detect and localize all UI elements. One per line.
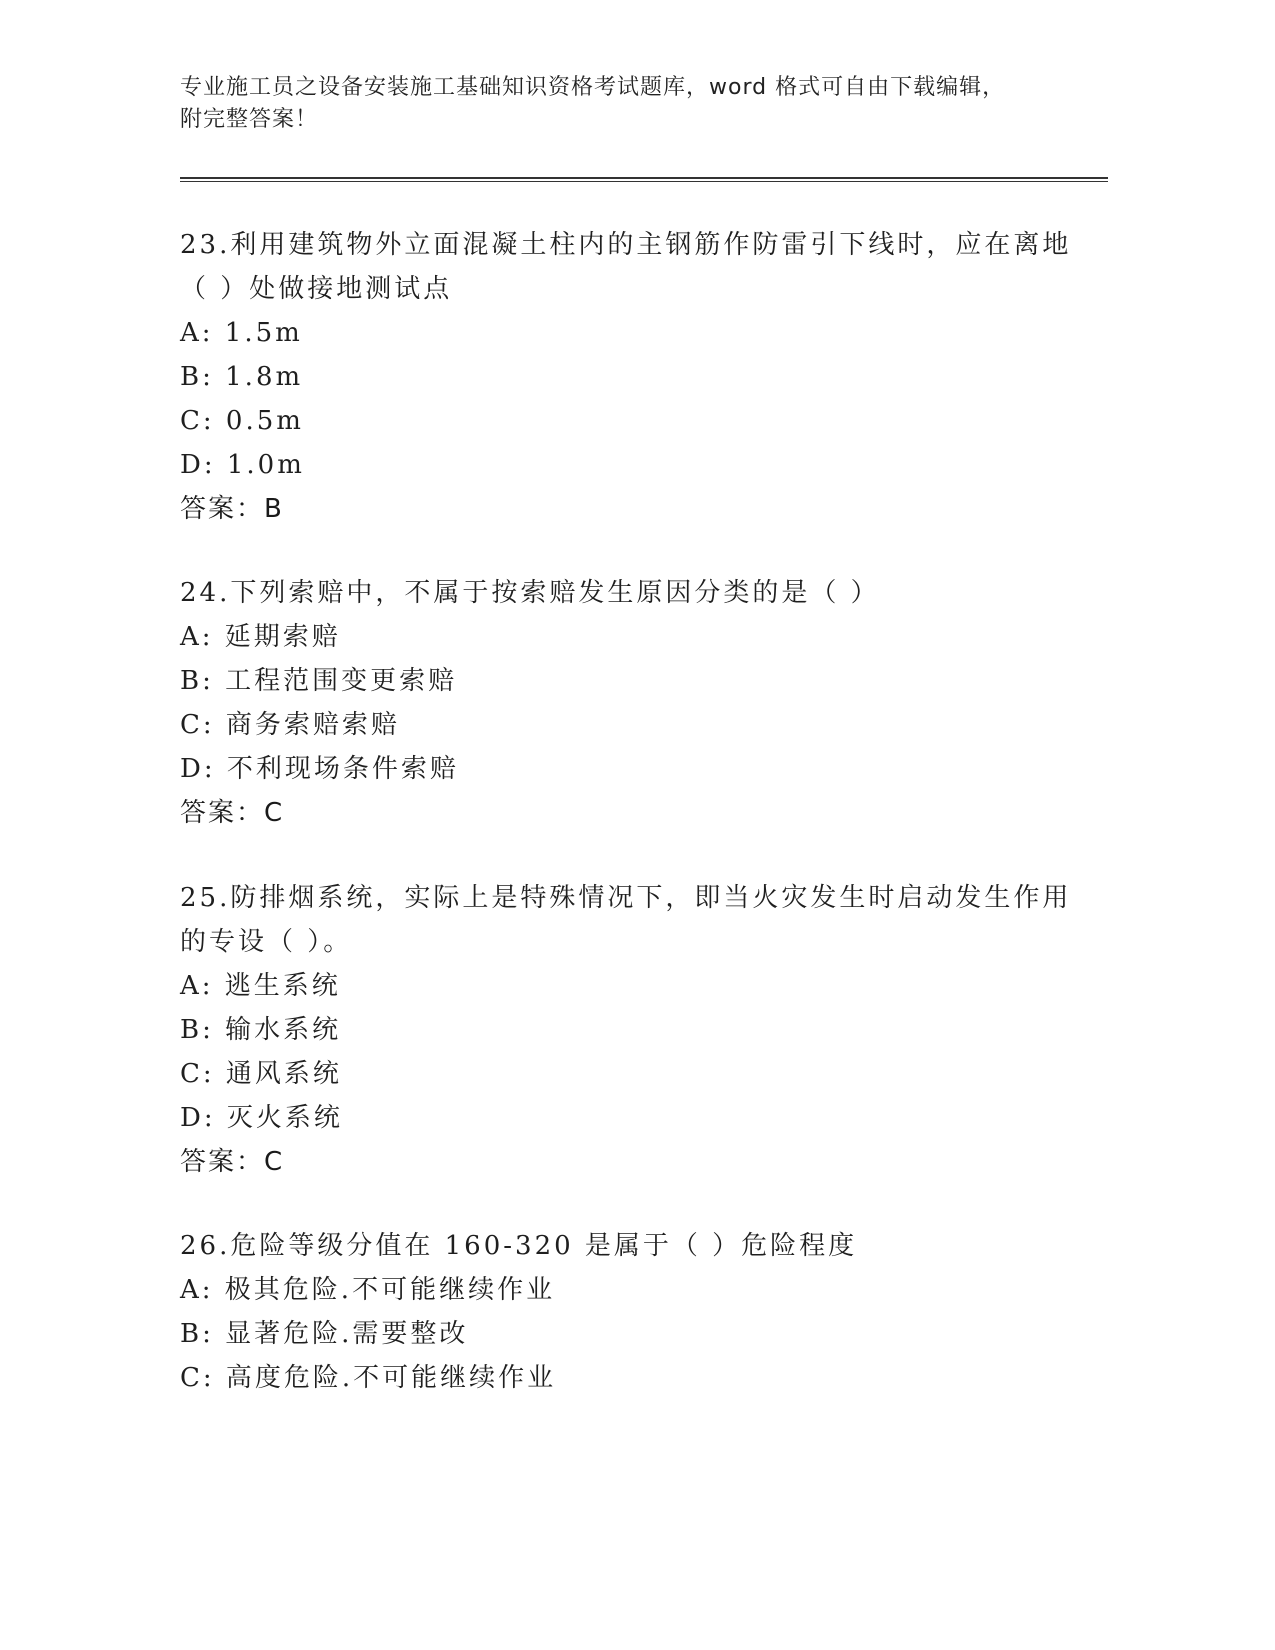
option-b: B: 输水系统 [180,1015,342,1045]
document-header [180,72,1080,136]
question-text: 的专设（ ）。 [180,927,353,957]
option-c: C: 商务索赔索赔 [180,710,400,740]
question-text: 23.利用建筑物外立面混凝土柱内的主钢筋作防雷引下线时，应在离地 [180,230,1072,260]
option-c: C: 0.5m [180,406,304,436]
header-line-1: 专业施工员之设备安装施工基础知识资格考试题库，word 格式可自由下载编辑， [180,75,1006,100]
question-23 [180,223,1080,531]
option-a: A: 极其危险.不可能继续作业 [180,1275,556,1305]
option-b: B: 工程范围变更索赔 [180,666,458,696]
header-divider [180,177,1108,182]
option-a: A: 延期索赔 [180,622,341,652]
option-a: A: 1.5m [180,318,303,348]
question-text: 24.下列索赔中，不属于按索赔发生原因分类的是（ ） [180,578,880,608]
header-line-2: 附完整答案！ [180,107,319,132]
option-d: D: 1.0m [180,450,305,480]
option-c: C: 高度危险.不可能继续作业 [180,1363,557,1393]
option-b: B: 显著危险.需要整改 [180,1319,469,1349]
question-25 [180,876,1080,1184]
question-26 [180,1224,1080,1400]
question-text: 26.危险等级分值在 160-320 是属于（ ）危险程度 [180,1231,858,1261]
answer: 答案：B [180,494,284,524]
option-c: C: 通风系统 [180,1059,342,1089]
answer: 答案：C [180,798,285,828]
answer: 答案：C [180,1147,285,1177]
question-24 [180,571,1080,835]
option-d: D: 不利现场条件索赔 [180,754,459,784]
option-b: B: 1.8m [180,362,304,392]
option-a: A: 逃生系统 [180,971,341,1001]
question-text: 25.防排烟系统，实际上是特殊情况下，即当火灾发生时启动发生作用 [180,883,1072,913]
question-text: （ ）处做接地测试点 [180,274,453,304]
option-d: D: 灭火系统 [180,1103,343,1133]
